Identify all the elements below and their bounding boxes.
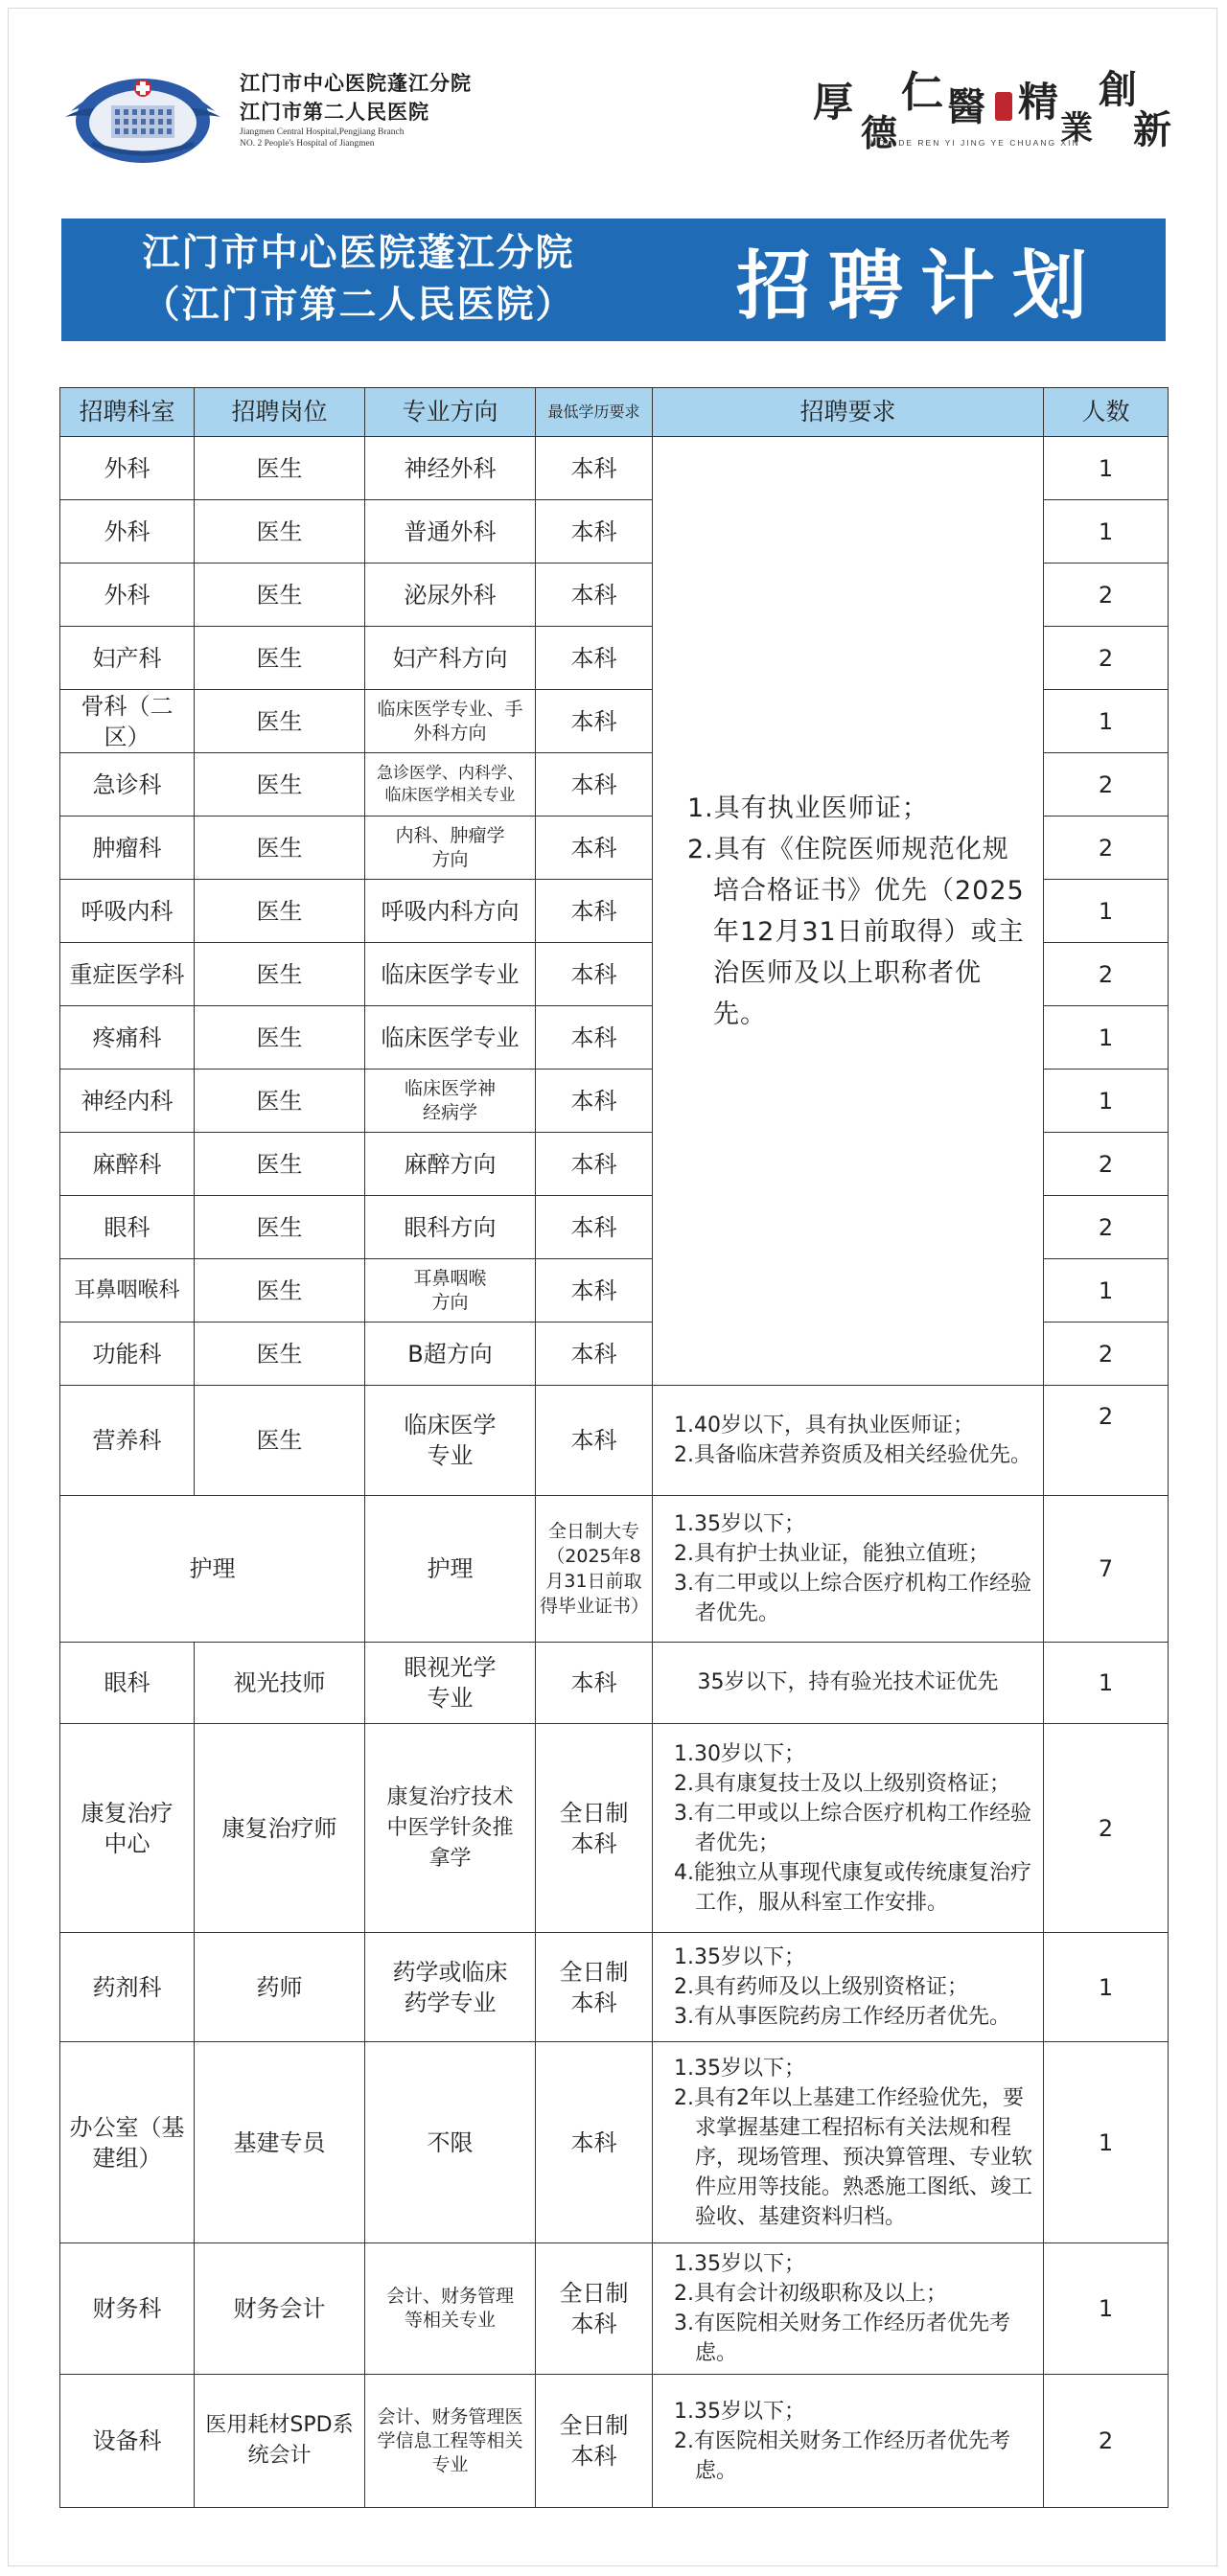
dept-cell: 肿瘤科 [60, 816, 195, 880]
hospital-english-1: Jiangmen Central Hospital,Pengjiang Branch [240, 127, 405, 137]
dept-cell: 办公室（基建组） [60, 2042, 195, 2243]
major-cell: 临床医学专业 [365, 1006, 536, 1070]
requirement-item: 1.35岁以下； [674, 2399, 805, 2424]
count-cell: 1 [1044, 1259, 1169, 1322]
requirement-item: 1.40岁以下，具有执业医师证； [674, 1414, 974, 1438]
post-cell: 基建专员 [195, 2042, 365, 2243]
motto-char: 創 [1099, 67, 1137, 112]
major-cell: 神经外科 [365, 437, 536, 500]
banner-title: 招聘计划 [735, 243, 1104, 330]
requirement-item: 4.能独立从事现代康复或传统康复治疗工作，服从科室工作安排。 [674, 1860, 1031, 1915]
table-row [60, 2042, 1169, 2243]
dept-cell: 外科 [60, 437, 195, 500]
hospital-name-2: 江门市第二人民医院 [240, 101, 429, 124]
count-cell: 1 [1044, 880, 1169, 943]
count-cell: 2 [1044, 1386, 1169, 1496]
requirement-item: 2.有医院相关财务工作经历者优先考虑。 [674, 2428, 1010, 2483]
requirement-item: 1.35岁以下； [674, 2252, 805, 2276]
table-row [60, 1643, 1169, 1724]
dept-cell: 眼科 [60, 1196, 195, 1259]
requirement-item: 1.35岁以下； [674, 1512, 805, 1536]
post-cell: 医生 [195, 1259, 365, 1322]
edu-cell: 本科 [536, 690, 653, 753]
edu-cell: 本科 [536, 1386, 653, 1496]
motto-char: 業 [1060, 109, 1093, 148]
requirement-item: 2.具有药师及以上级别资格证； [674, 1975, 968, 1999]
requirement-item: 1.35岁以下； [674, 2056, 805, 2081]
requirement-item: 2.具有2年以上基建工作经验优先，要求掌握基建工程招标有关法规和程序，现场管理、预决算管理、专业软件应用等技能。熟悉施工图纸、竣工验收、基建资料归档。 [674, 2085, 1033, 2229]
edu-cell: 本科 [536, 1259, 653, 1322]
requirement-item: 1.具有执业医师证； [687, 793, 929, 823]
post-cell: 医生 [195, 437, 365, 500]
count-cell: 1 [1044, 690, 1169, 753]
header-dept: 招聘科室 [60, 388, 195, 437]
major-cell: 呼吸内科方向 [365, 880, 536, 943]
count-cell: 2 [1044, 1196, 1169, 1259]
edu-cell: 本科 [536, 437, 653, 500]
hospital-name-1: 江门市中心医院蓬江分院 [240, 72, 472, 95]
major-cell: 耳鼻咽喉方向 [365, 1259, 536, 1322]
edu-cell: 本科 [536, 564, 653, 627]
requirement-item: 2.具有会计初级职称及以上； [674, 2282, 947, 2306]
major-cell: 护理 [365, 1496, 536, 1643]
requirement-item: 2.具备临床营养资质及相关经验优先。 [674, 1443, 1031, 1467]
edu-cell: 本科 [536, 753, 653, 816]
major-cell: 会计、财务管理医学信息工程等相关专业 [365, 2375, 536, 2508]
requirement-item: 3.有二甲或以上综合医疗机构工作经验者优先； [674, 1801, 1031, 1855]
count-cell: 1 [1044, 437, 1169, 500]
recruitment-table [59, 387, 1169, 2508]
edu-cell: 全日制本科 [536, 2243, 653, 2375]
major-cell: 临床医学专业 [365, 943, 536, 1006]
edu-cell: 本科 [536, 880, 653, 943]
post-cell: 财务会计 [195, 2243, 365, 2375]
major-cell: 会计、财务管理等相关专业 [365, 2243, 536, 2375]
header-post: 招聘岗位 [195, 388, 365, 437]
requirement-item: 3.有从事医院药房工作经历者优先。 [674, 2005, 1010, 2029]
edu-cell: 本科 [536, 2042, 653, 2243]
motto-char: 德 [861, 111, 898, 154]
dept-cell: 外科 [60, 564, 195, 627]
requirement-cell [653, 2243, 1044, 2375]
post-cell: 医生 [195, 753, 365, 816]
dept-cell: 妇产科 [60, 627, 195, 690]
post-cell: 医生 [195, 1386, 365, 1496]
edu-cell: 本科 [536, 500, 653, 564]
post-cell: 医生 [195, 1006, 365, 1070]
edu-cell: 全日制大专（2025年8月31日前取得毕业证书） [536, 1496, 653, 1643]
dept-cell: 康复治疗中心 [60, 1724, 195, 1933]
major-cell: 普通外科 [365, 500, 536, 564]
requirement-cell [653, 2375, 1044, 2508]
edu-cell: 本科 [536, 1322, 653, 1386]
post-cell: 医生 [195, 564, 365, 627]
post-cell: 医生 [195, 880, 365, 943]
count-cell: 1 [1044, 1006, 1169, 1070]
post-cell: 医生 [195, 1070, 365, 1133]
banner-line-2: （江门市第二人民医院） [142, 284, 575, 327]
header-major: 专业方向 [365, 388, 536, 437]
seal-icon [995, 92, 1012, 121]
count-cell: 1 [1044, 2243, 1169, 2375]
dept-cell: 功能科 [60, 1322, 195, 1386]
shared-requirement-cell [653, 437, 1044, 1386]
table-row [60, 2375, 1169, 2508]
header-education: 最低学历要求 [536, 388, 653, 437]
dept-cell: 呼吸内科 [60, 880, 195, 943]
motto-char: 新 [1133, 107, 1171, 152]
table-row [60, 1386, 1169, 1496]
edu-cell: 本科 [536, 943, 653, 1006]
title-banner [61, 218, 1166, 341]
post-cell: 康复治疗师 [195, 1724, 365, 1933]
major-cell: 麻醉方向 [365, 1133, 536, 1196]
motto [813, 58, 1177, 163]
post-cell: 医生 [195, 1196, 365, 1259]
post-cell: 医生 [195, 1133, 365, 1196]
major-cell: 药学或临床药学专业 [365, 1933, 536, 2042]
post-cell: 医生 [195, 943, 365, 1006]
requirement-item: 2.具有护士执业证，能独立值班； [674, 1542, 989, 1566]
dept-cell: 麻醉科 [60, 1133, 195, 1196]
count-cell: 2 [1044, 753, 1169, 816]
dept-cell: 神经内科 [60, 1070, 195, 1133]
table-row [60, 437, 1169, 500]
requirement-item: 3.有医院相关财务工作经历者优先考虑。 [674, 2312, 1010, 2365]
requirement-item: 3.有二甲或以上综合医疗机构工作经验者优先。 [674, 1572, 1031, 1625]
dept-cell: 重症医学科 [60, 943, 195, 1006]
header-count: 人数 [1044, 388, 1169, 437]
requirement-cell [653, 2042, 1044, 2243]
post-cell: 医用耗材SPD系统会计 [195, 2375, 365, 2508]
dept-cell: 营养科 [60, 1386, 195, 1496]
count-cell: 7 [1044, 1496, 1169, 1643]
dept-cell: 财务科 [60, 2243, 195, 2375]
hospital-english-2: NO. 2 People's Hospital of Jiangmen [240, 139, 375, 149]
post-cell: 医生 [195, 1322, 365, 1386]
major-cell: B超方向 [365, 1322, 536, 1386]
dept-cell: 外科 [60, 500, 195, 564]
table-row [60, 1933, 1169, 2042]
requirement-item: 2.具有《住院医师规范化规培合格证书》优先（2025年12月31日前取得）或主治医师及以上职称者优先。 [687, 834, 1025, 1029]
requirement-item: 2.具有康复技士及以上级别资格证； [674, 1771, 1010, 1796]
requirement-item: 1.35岁以下； [674, 1945, 805, 1969]
edu-cell: 本科 [536, 1196, 653, 1259]
requirement-item: 1.30岁以下； [674, 1741, 805, 1766]
dept-cell: 设备科 [60, 2375, 195, 2508]
dept-cell: 疼痛科 [60, 1006, 195, 1070]
count-cell: 2 [1044, 943, 1169, 1006]
requirement-cell [653, 1496, 1044, 1643]
requirement-cell: 35岁以下，持有验光技术证优先 [653, 1643, 1044, 1724]
dept-cell: 护理 [60, 1496, 365, 1643]
hospital-emblem-icon [63, 63, 222, 171]
count-cell: 2 [1044, 564, 1169, 627]
major-cell: 临床医学专业、手外科方向 [365, 690, 536, 753]
count-cell: 2 [1044, 1322, 1169, 1386]
edu-cell: 全日制本科 [536, 1933, 653, 2042]
header-requirements: 招聘要求 [653, 388, 1044, 437]
major-cell: 临床医学专业 [365, 1386, 536, 1496]
dept-cell: 眼科 [60, 1643, 195, 1724]
post-cell: 医生 [195, 690, 365, 753]
post-cell: 医生 [195, 627, 365, 690]
motto-char: 醫 [947, 84, 985, 129]
table-row [60, 1496, 1169, 1643]
count-cell: 2 [1044, 816, 1169, 880]
dept-cell: 耳鼻咽喉科 [60, 1259, 195, 1322]
table-row [60, 1724, 1169, 1933]
major-cell: 康复治疗技术中医学针灸推拿学 [365, 1724, 536, 1933]
post-cell: 医生 [195, 816, 365, 880]
major-cell: 妇产科方向 [365, 627, 536, 690]
requirement-cell [653, 1933, 1044, 2042]
edu-cell: 全日制本科 [536, 1724, 653, 1933]
post-cell: 药师 [195, 1933, 365, 2042]
motto-char: 仁 [901, 68, 943, 117]
edu-cell: 本科 [536, 1070, 653, 1133]
table-header-row [60, 388, 1169, 437]
count-cell: 2 [1044, 1133, 1169, 1196]
requirement-cell [653, 1724, 1044, 1933]
major-cell: 泌尿外科 [365, 564, 536, 627]
requirement-cell [653, 1386, 1044, 1496]
banner-line-1: 江门市中心医院蓬江分院 [142, 232, 575, 275]
hospital-name-block [240, 69, 472, 150]
count-cell: 2 [1044, 627, 1169, 690]
major-cell: 临床医学神经病学 [365, 1070, 536, 1133]
edu-cell: 全日制本科 [536, 2375, 653, 2508]
count-cell: 1 [1044, 2042, 1169, 2243]
edu-cell: 本科 [536, 1133, 653, 1196]
edu-cell: 本科 [536, 816, 653, 880]
dept-cell: 急诊科 [60, 753, 195, 816]
dept-cell: 药剂科 [60, 1933, 195, 2042]
count-cell: 2 [1044, 1724, 1169, 1933]
major-cell: 急诊医学、内科学、临床医学相关专业 [365, 753, 536, 816]
major-cell: 眼视光学专业 [365, 1643, 536, 1724]
post-cell: 医生 [195, 500, 365, 564]
major-cell: 不限 [365, 2042, 536, 2243]
motto-char: 精 [1018, 79, 1059, 126]
edu-cell: 本科 [536, 1006, 653, 1070]
dept-cell: 骨科（二区） [60, 690, 195, 753]
count-cell: 1 [1044, 500, 1169, 564]
edu-cell: 本科 [536, 1643, 653, 1724]
count-cell: 2 [1044, 2375, 1169, 2508]
motto-char: 厚 [813, 79, 854, 126]
table-row [60, 2243, 1169, 2375]
major-cell: 眼科方向 [365, 1196, 536, 1259]
edu-cell: 本科 [536, 627, 653, 690]
count-cell: 1 [1044, 1643, 1169, 1724]
count-cell: 1 [1044, 1933, 1169, 2042]
post-cell: 视光技师 [195, 1643, 365, 1724]
major-cell: 内科、肿瘤学方向 [365, 816, 536, 880]
count-cell: 1 [1044, 1070, 1169, 1133]
motto-pinyin: HOU DE REN YI JING YE CHUANG XIN [870, 138, 1080, 148]
